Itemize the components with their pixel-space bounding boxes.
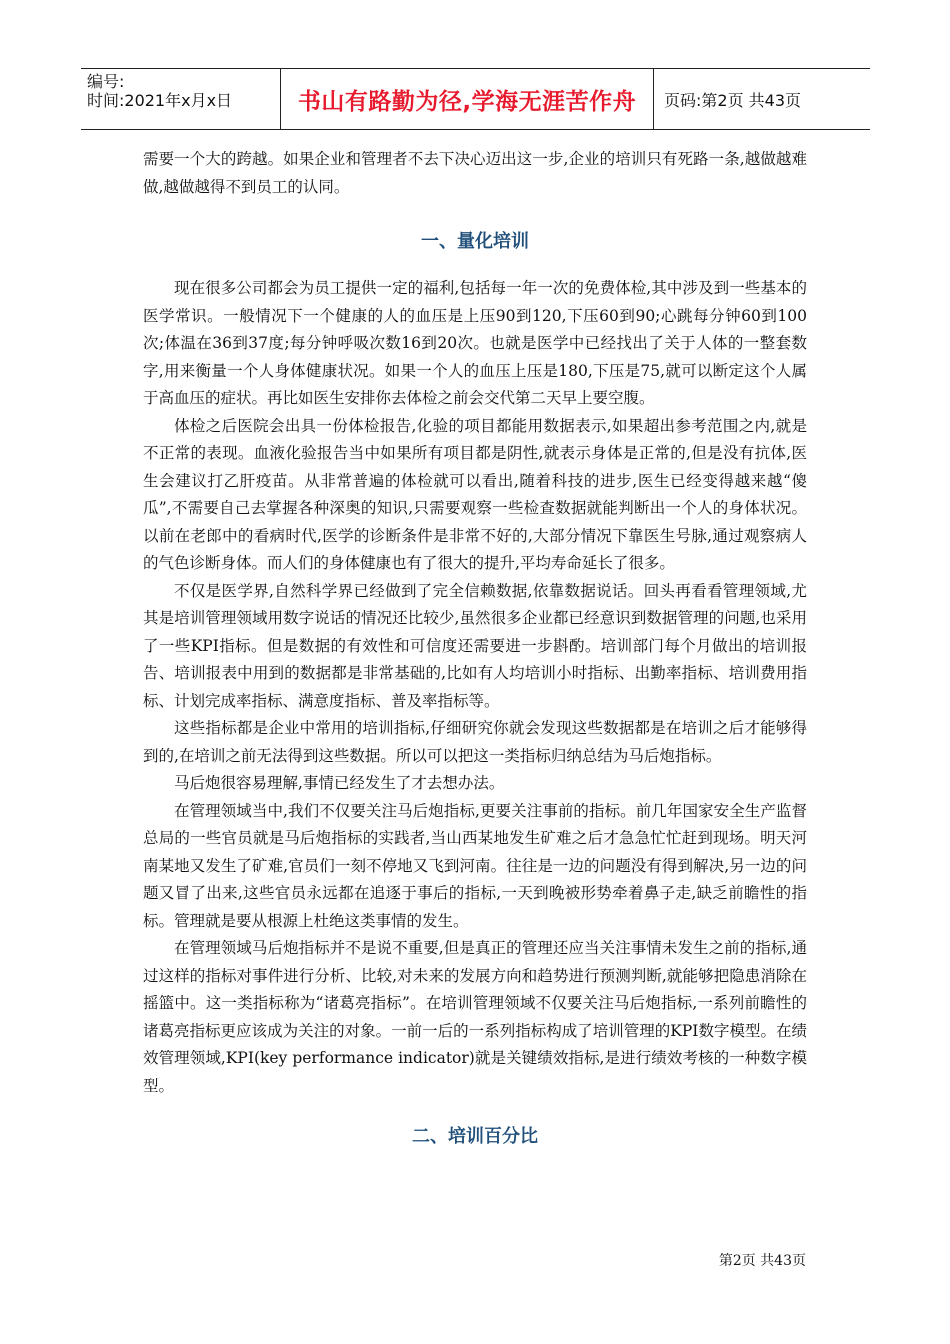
- body-paragraph: 在管理领域马后炮指标并不是说不重要,但是真正的管理还应当关注事情未发生之前的指标,通过这样的指标对事件进行分析、比较,对未来的发展方向和趋势进行预测判断,就能够把隐患消除在摇篮中。这一类指标称为“诸葛亮指标”。在培训管理领域不仅要关注马后炮指标,一系列前瞻性的诸葛亮指标更应该成为关注的对象。一前一后的一系列指标构成了培训管理的KPI数字模型。在绩效管理领域,KPI(key performance indicator)就是关键绩效指标,是进行绩效考核的一种数字模型。: [143, 939, 807, 1095]
- body-paragraph: 这些指标都是企业中常用的培训指标,仔细研究你就会发现这些数据都是在培训之后才能够得到的,在培训之前无法得到这些数据。所以可以把这一类指标归纳总结为马后炮指标。: [143, 719, 807, 765]
- body-paragraph: 马后炮很容易理解,事情已经发生了才去想办法。: [174, 774, 505, 792]
- intro-paragraph: 需要一个大的跨越。如果企业和管理者不去下决心迈出这一步,企业的培训只有死路一条,越做越难做,越做越得不到员工的认同。: [143, 150, 807, 196]
- body-paragraph: 现在很多公司都会为员工提供一定的福利,包括每一年一次的免费体检,其中涉及到一些基本的医学常识。一般情况下一个健康的人的血压是上压90到120,下压60到90;心跳每分钟60到100次;体温在36到37度;每分钟呼吸次数16到20次。也就是医学中已经找出了关于人体的一整套数字,用来衡量一个人身体健康状况。如果一个人的血压上压是180,下压是75,就可以断定这个人属于高血压的症状。再比如医生安排你去体检之前会交代第二天早上要空腹。: [143, 279, 807, 407]
- document-body: [143, 146, 807, 1148]
- body-paragraph: 在管理领域当中,我们不仅要关注马后炮指标,更要关注事前的指标。前几年国家安全生产监督总局的一些官员就是马后炮指标的实践者,当山西某地发生矿难之后才急急忙忙赶到现场。明天河南某地又发生了矿难,官员们一刻不停地又飞到河南。往往是一边的问题没有得到解决,另一边的问题又冒了出来,这些官员永远都在追逐于事后的指标,一天到晚被形势牵着鼻子走,缺乏前瞻性的指标。管理就是要从根源上杜绝这类事情的发生。: [143, 801, 807, 930]
- section-heading-quantified-training: 一、量化培训: [421, 231, 529, 252]
- document-number-label: 编号:: [87, 72, 125, 91]
- body-paragraph: 不仅是医学界,自然科学界已经做到了完全信赖数据,依靠数据说话。回头再看看管理领域,尤其是培训管理领域用数字说话的情况还比较少,虽然很多企业都已经意识到数据管理的问题,也采用了一些KPI指标。但是数据的有效性和可信度还需要进一步斟酌。培训部门每个月做出的培训报告、培训报表中用到的数据都是非常基础的,比如有人均培训小时指标、出勤率指标、培训费用指标、计划完成率指标、满意度指标、普及率指标等。: [143, 581, 807, 710]
- header-left-cell: [81, 69, 281, 129]
- header-page-code: 页码:第2页 共43页: [664, 90, 802, 110]
- section-heading-training-percentage: 二、培训百分比: [412, 1126, 538, 1147]
- page-footer: 第2页 共43页: [718, 1253, 806, 1269]
- document-date: 时间:2021年x月x日: [87, 91, 233, 110]
- header-motto: 书山有路勤为径,学海无涯苦作舟: [281, 69, 654, 129]
- body-paragraph: 体检之后医院会出具一份体检报告,化验的项目都能用数据表示,如果超出参考范围之内,就是不正常的表现。血液化验报告当中如果所有项目都是阴性,就表示身体是正常的,但是没有抗体,医生会建议打乙肝疫苗。从非常普遍的体检就可以看出,随着科技的进步,医生已经变得越来越“傻瓜”,不需要自己去掌握各种深奥的知识,只需要观察一些检查数据就能判断出一个人的身体状况。以前在老郎中的看病时代,医学的诊断条件是非常不好的,大部分情况下靠医生号脉,通过观察病人的气色诊断身体。而人们的身体健康也有了很大的提升,平均寿命延长了很多。: [143, 416, 807, 572]
- header-table: [81, 68, 870, 130]
